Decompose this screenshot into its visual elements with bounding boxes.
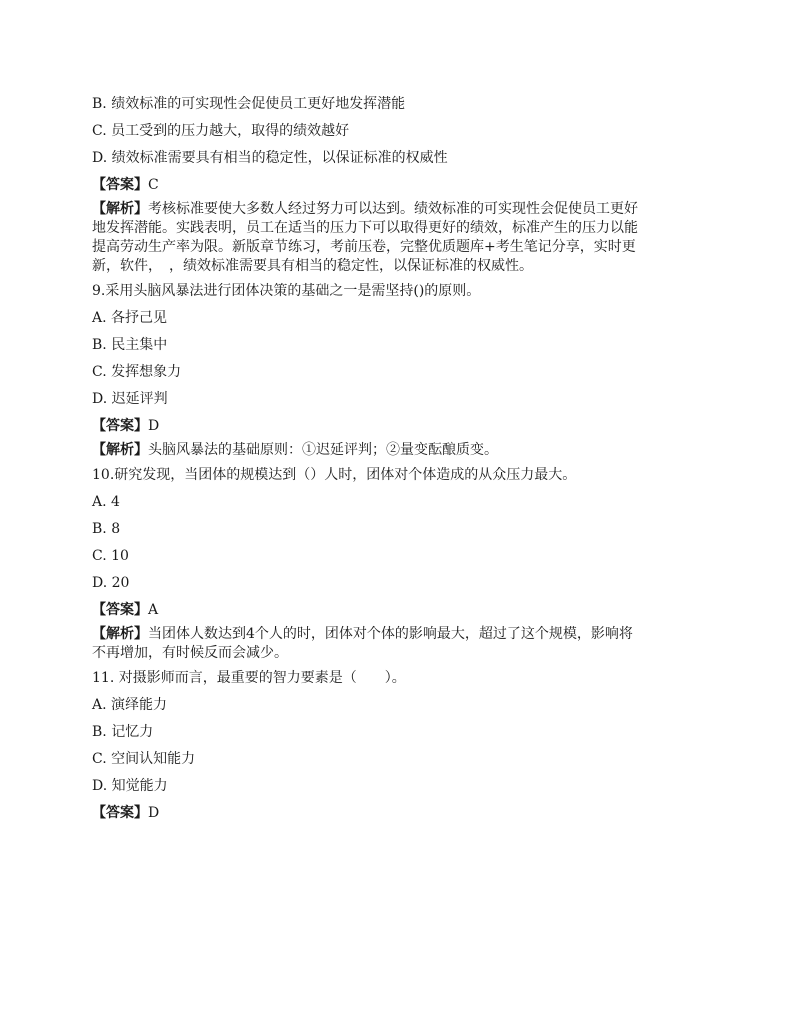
analysis-text: 考核标准要使大多数人经过努力可以达到。绩效标准的可实现性会促使员工更好 [148, 201, 638, 217]
analysis-line [92, 644, 702, 663]
answer-line [92, 414, 702, 438]
option-text: D. 绩效标准需要具有相当的稳定性，以保证标准的权威性 [92, 150, 448, 166]
analysis-line [92, 441, 702, 460]
analysis-text: 提高劳动生产率为限。新版章节练习，考前压卷，完整优质题库+考生笔记分享，实时更 [92, 239, 636, 255]
option-text: D. 20 [92, 575, 130, 591]
option-text: C. 员工受到的压力越大，取得的绩效越好 [92, 123, 350, 139]
answer-line [92, 801, 702, 825]
question-text: 11. 对摄影师而言，最重要的智力要素是（ ）。 [92, 670, 406, 686]
analysis-line [92, 200, 702, 219]
analysis-line [92, 238, 702, 257]
analysis-label: 【解析】 [92, 626, 148, 642]
answer-label: 【答案】 [92, 805, 148, 821]
answer-value: D [148, 418, 160, 434]
answer-label: 【答案】 [92, 177, 148, 193]
option-text: D. 知觉能力 [92, 778, 168, 794]
analysis-text: 不再增加，有时候反而会减少。 [92, 645, 288, 661]
option-text: C. 空间认知能力 [92, 751, 196, 767]
analysis-label: 【解析】 [92, 201, 148, 217]
analysis-paragraph [92, 200, 702, 276]
option-text: A. 4 [92, 494, 120, 510]
analysis-label: 【解析】 [92, 442, 148, 458]
analysis-paragraph [92, 625, 702, 663]
option-text: C. 10 [92, 548, 129, 564]
analysis-text: 地发挥潜能。实践表明，员工在适当的压力下可以取得更好的绩效，标准产生的压力以能 [92, 220, 638, 236]
document-content [92, 92, 702, 825]
option-text: B. 绩效标准的可实现性会促使员工更好地发挥潜能 [92, 96, 406, 112]
question-text: 9.采用头脑风暴法进行团体决策的基础之一是需坚持()的原则。 [92, 283, 481, 299]
answer-line [92, 598, 702, 622]
analysis-line [92, 257, 702, 276]
option-text: A. 各抒己见 [92, 310, 168, 326]
answer-line [92, 173, 702, 197]
analysis-text: 新，软件， ，绩效标准需要具有相当的稳定性，以保证标准的权威性。 [92, 258, 533, 274]
answer-value: D [148, 805, 160, 821]
answer-label: 【答案】 [92, 418, 148, 434]
option-text: B. 8 [92, 521, 121, 537]
analysis-line [92, 219, 702, 238]
analysis-text: 当团体人数达到4个人的时，团体对个体的影响最大，超过了这个规模，影响将 [148, 626, 633, 642]
answer-value: A [148, 602, 159, 618]
option-text: D. 迟延评判 [92, 391, 168, 407]
option-text: B. 记忆力 [92, 724, 154, 740]
analysis-paragraph [92, 441, 702, 460]
analysis-line [92, 625, 702, 644]
option-text: B. 民主集中 [92, 337, 168, 353]
analysis-text: 头脑风暴法的基础原则：①迟延评判；②量变酝酿质变。 [148, 442, 498, 458]
answer-value: C [148, 177, 159, 193]
option-text: C. 发挥想象力 [92, 364, 182, 380]
answer-label: 【答案】 [92, 602, 148, 618]
option-text: A. 演绎能力 [92, 697, 168, 713]
question-text: 10.研究发现，当团体的规模达到（）人时，团体对个体造成的从众压力最大。 [92, 467, 577, 483]
